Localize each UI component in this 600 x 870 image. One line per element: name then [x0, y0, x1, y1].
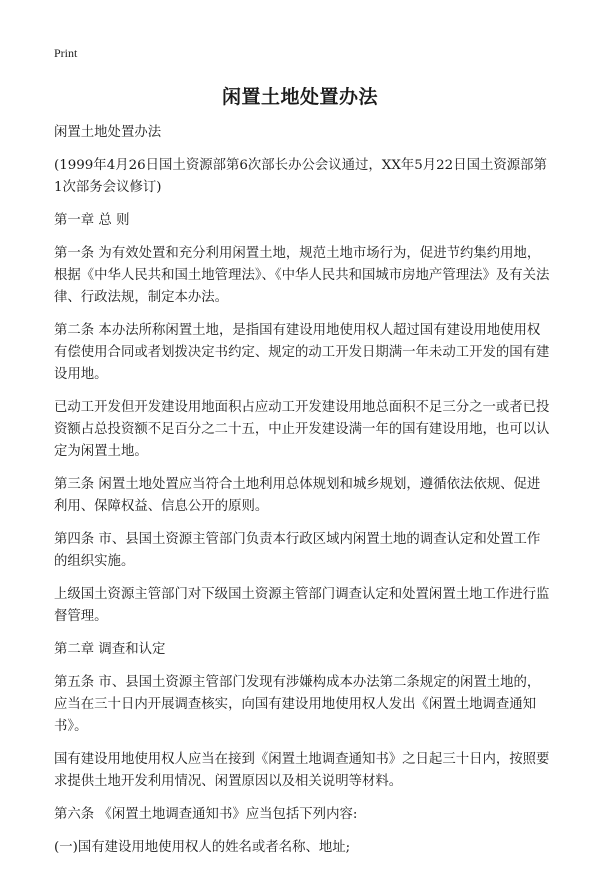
article-paragraph: 国有建设用地使用权人应当在接到《闲置土地调查通知书》之日起三十日内，按照要求提供土地开发利用情况、闲置原因以及相关说明等材料。 — [54, 752, 550, 789]
document-body — [54, 122, 551, 870]
article-paragraph: 上级国土资源主管部门对下级国土资源主管部门调查认定和处置闲置土地工作进行监督管理。 — [54, 587, 550, 624]
article-paragraph: 第二条 本办法所称闲置土地，是指国有建设用地使用权人超过国有建设用地使用权有偿使用合同或者划拨决定书约定、规定的动工开发日期满一年未动工开发的国有建设用地。 — [54, 323, 550, 382]
article-paragraph: 第一条 为有效处置和充分利用闲置土地，规范土地市场行为，促进节约集约用地，根据《中华人民共和国土地管理法》、《中华人民共和国城市房地产管理法》及有关法律、行政法规，制定本办法。 — [54, 246, 550, 305]
article-paragraph: 已动工开发但开发建设用地面积占应动工开发建设用地总面积不足三分之一或者已投资额占总投资额不足百分之二十五，中止开发建设满一年的国有建设用地，也可以认定为闲置土地。 — [54, 400, 550, 459]
chapter-heading: 第二章 调查和认定 — [54, 642, 166, 657]
article-paragraph: 第三条 闲置土地处置应当符合土地利用总体规划和城乡规划，遵循依法依规、促进利用、保障权益、信息公开的原则。 — [54, 477, 541, 514]
document-title: 闲置土地处置办法 — [221, 86, 378, 108]
article-paragraph: 第六条 《闲置土地调查通知书》应当包括下列内容: — [54, 807, 358, 822]
list-item: (一)国有建设用地使用权人的姓名或者名称、地址; — [54, 840, 351, 855]
article-paragraph: 第四条 市、县国土资源主管部门负责本行政区域内闲置土地的调查认定和处置工作的组织实施。 — [54, 532, 541, 569]
print-label[interactable]: Print — [54, 46, 78, 60]
revision-note: (1999年4月26日国土资源部第6次部长办公会议通过，XX年5月22日国土资源部第1次部务会议修订) — [54, 158, 547, 195]
doc-subtitle: 闲置土地处置办法 — [54, 125, 162, 140]
chapter-heading: 第一章 总 则 — [54, 213, 130, 228]
article-paragraph: 第五条 市、县国土资源主管部门发现有涉嫌构成本办法第二条规定的闲置土地的，应当在三十日内开展调查核实，向国有建设用地使用权人发出《闲置土地调查通知书》。 — [54, 675, 541, 734]
